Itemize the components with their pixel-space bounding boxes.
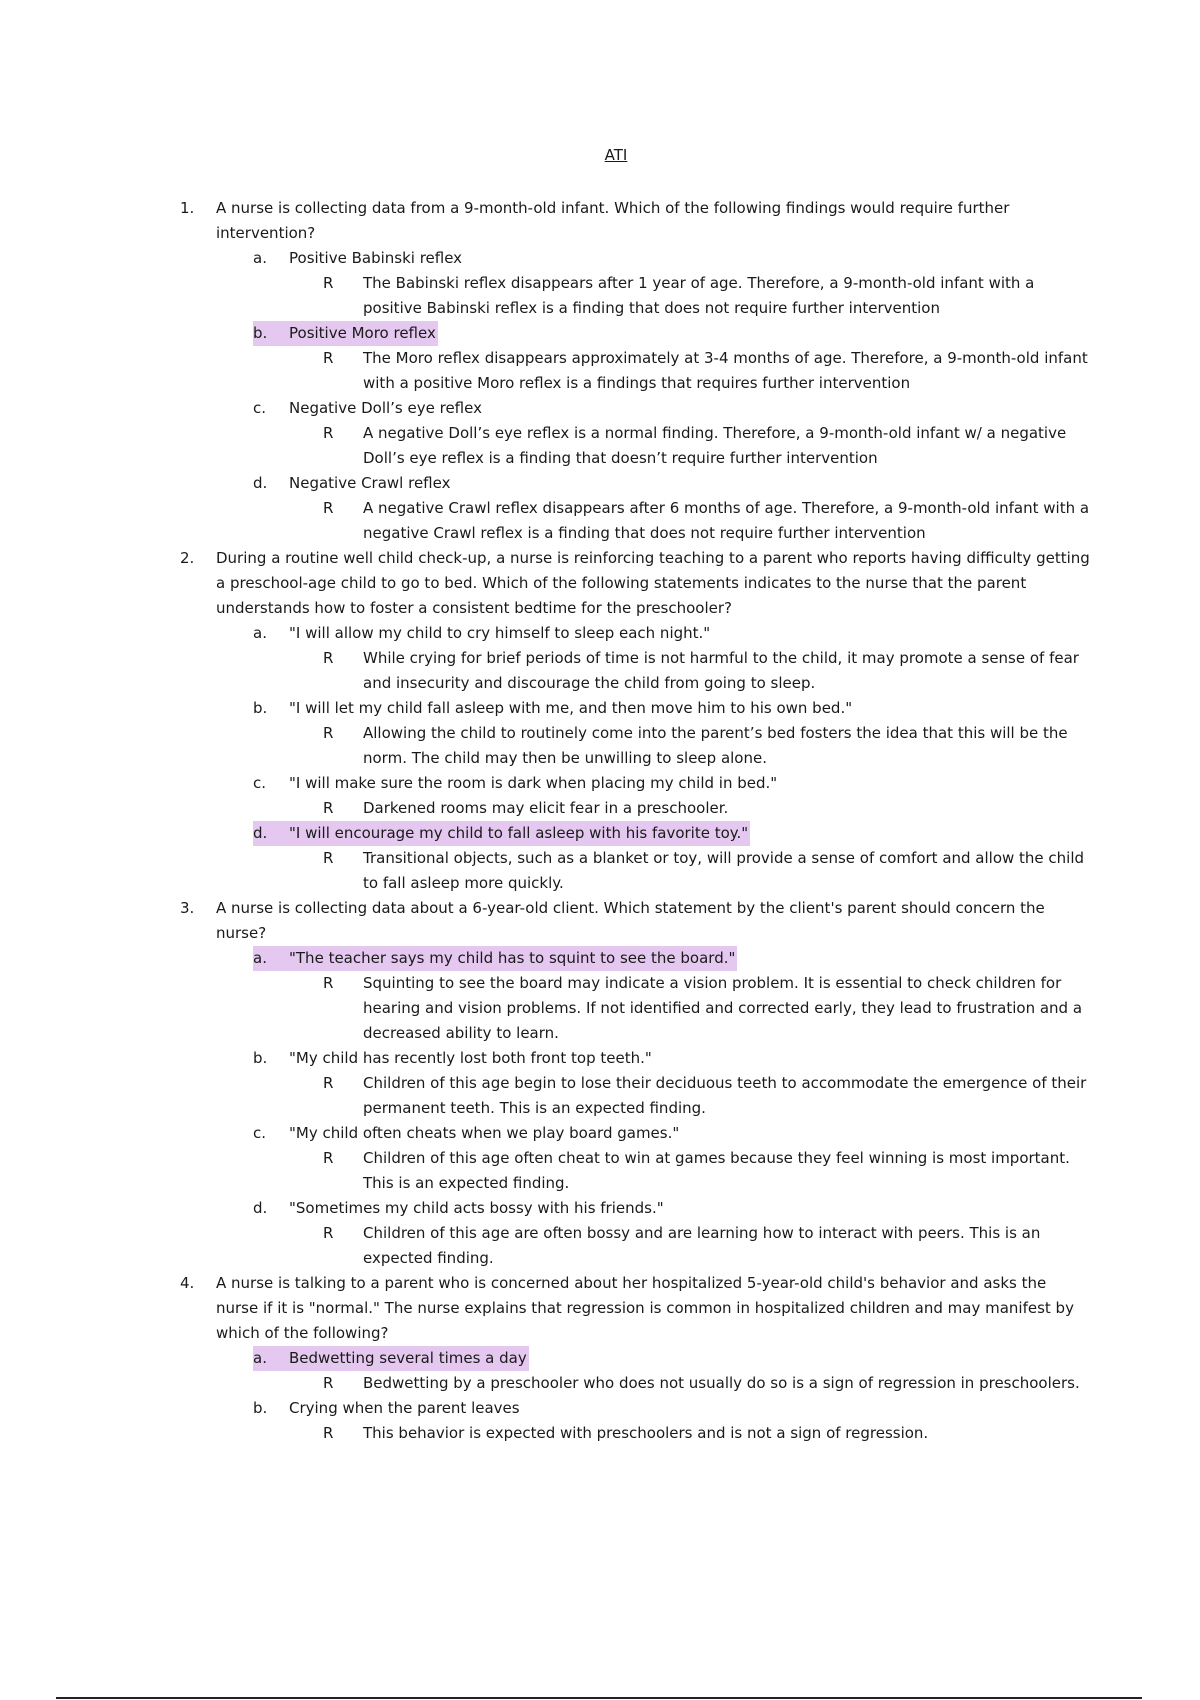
- rationale-text: Allowing the child to routinely come into the parent’s bed fosters the idea that this will be the norm. The child may then be unwilling to sleep alone.: [363, 724, 1068, 767]
- rationale: [319, 271, 1090, 321]
- rationale-marker: R: [323, 724, 334, 742]
- option: [253, 471, 1090, 496]
- option-text: "I will let my child fall asleep with me, and then move him to his own bed.": [289, 699, 853, 717]
- rationale: [319, 721, 1090, 771]
- question-number: 4.: [180, 1274, 195, 1292]
- rationale: [319, 496, 1090, 546]
- rationale: [319, 846, 1090, 896]
- rationale-text: Squinting to see the board may indicate a vision problem. It is essential to check children for hearing and vision problems. If not identified and corrected early, they lead to frustration and a decreased ability to learn.: [363, 974, 1083, 1042]
- option: [253, 1396, 1090, 1421]
- question-text: A nurse is collecting data about a 6-year-old client. Which statement by the client's parent should concern the nurse?: [216, 899, 1045, 942]
- question-text: During a routine well child check-up, a nurse is reinforcing teaching to a parent who reports having difficulty getting a preschool-age child to go to bed. Which of the following statements indicates to the nurse that the parent understands how to foster a consistent bedtime for the preschooler?: [216, 549, 1090, 617]
- rationale-text: A negative Doll’s eye reflex is a normal finding. Therefore, a 9-month-old infant w/ a negative Doll’s eye reflex is a finding that doesn’t require further intervention: [363, 424, 1067, 467]
- option-letter: d.: [253, 824, 268, 842]
- rationale-text: Darkened rooms may elicit fear in a preschooler.: [363, 799, 729, 817]
- rationale-text: Transitional objects, such as a blanket or toy, will provide a sense of comfort and allow the child to fall asleep more quickly.: [363, 849, 1085, 892]
- rationale-marker: R: [323, 424, 334, 442]
- option: [253, 621, 1090, 646]
- rationale: [319, 796, 1090, 821]
- option-correct-answer: [253, 321, 1090, 346]
- option-text: "My child often cheats when we play board games.": [289, 1124, 680, 1142]
- question-number: 3.: [180, 899, 195, 917]
- option-letter: b.: [253, 699, 268, 717]
- option: [253, 771, 1090, 796]
- option: [253, 1196, 1090, 1221]
- rationale-text: The Babinski reflex disappears after 1 year of age. Therefore, a 9-month-old infant with a positive Babinski reflex is a finding that does not require further intervention: [363, 274, 1035, 317]
- option-text: "I will allow my child to cry himself to sleep each night.": [289, 624, 711, 642]
- rationale-text: The Moro reflex disappears approximately at 3-4 months of age. Therefore, a 9-month-old infant with a positive Moro reflex is a findings that requires further intervention: [363, 349, 1088, 392]
- option-text: "My child has recently lost both front top teeth.": [289, 1049, 652, 1067]
- question-list: [180, 196, 1090, 1446]
- question-3: [180, 896, 1090, 946]
- option: [253, 1046, 1090, 1071]
- option-correct-answer: [253, 946, 1090, 971]
- option: [253, 696, 1090, 721]
- rationale: [319, 421, 1090, 471]
- rationale-text: This behavior is expected with preschoolers and is not a sign of regression.: [363, 1424, 929, 1442]
- rationale: [319, 1071, 1090, 1121]
- rationale-marker: R: [323, 1224, 334, 1242]
- rationale: [319, 646, 1090, 696]
- option-letter: a.: [253, 1349, 267, 1367]
- question-text: A nurse is talking to a parent who is concerned about her hospitalized 5-year-old child's behavior and asks the nurse if it is "normal." The nurse explains that regression is common in hospitalized children and may manifest by which of the following?: [216, 1274, 1074, 1342]
- rationale-marker: R: [323, 1374, 334, 1392]
- option-correct-answer: [253, 1346, 1090, 1371]
- option-letter: a.: [253, 249, 267, 267]
- answer-highlight: [253, 321, 438, 346]
- rationale: [319, 1421, 1090, 1446]
- option-letter: d.: [253, 1199, 268, 1217]
- question-4: [180, 1271, 1090, 1346]
- rationale-text: Children of this age begin to lose their deciduous teeth to accommodate the emergence of their permanent teeth. This is an expected finding.: [363, 1074, 1087, 1117]
- rationale-marker: R: [323, 1149, 334, 1167]
- option-text: "The teacher says my child has to squint to see the board.": [289, 949, 736, 967]
- rationale-text: Children of this age often cheat to win at games because they feel winning is most important. This is an expected finding.: [363, 1149, 1070, 1192]
- question-1: [180, 196, 1090, 246]
- option-letter: d.: [253, 474, 268, 492]
- rationale-marker: R: [323, 499, 334, 517]
- option-letter: c.: [253, 1124, 267, 1142]
- rationale-text: Bedwetting by a preschooler who does not usually do so is a sign of regression in preschoolers.: [363, 1374, 1080, 1392]
- rationale: [319, 971, 1090, 1046]
- option: [253, 396, 1090, 421]
- rationale-marker: R: [323, 799, 334, 817]
- option-letter: a.: [253, 949, 267, 967]
- option-letter: b.: [253, 1049, 268, 1067]
- rationale-text: Children of this age are often bossy and are learning how to interact with peers. This is an expected finding.: [363, 1224, 1041, 1267]
- rationale: [319, 1146, 1090, 1196]
- rationale: [319, 346, 1090, 396]
- option-letter: a.: [253, 624, 267, 642]
- rationale-text: A negative Crawl reflex disappears after 6 months of age. Therefore, a 9-month-old infant with a negative Crawl reflex is a finding that does not require further intervention: [363, 499, 1090, 542]
- rationale: [319, 1371, 1090, 1396]
- option-text: "Sometimes my child acts bossy with his friends.": [289, 1199, 664, 1217]
- rationale-marker: R: [323, 1424, 334, 1442]
- rationale-text: While crying for brief periods of time is not harmful to the child, it may promote a sense of fear and insecurity and discourage the child from going to sleep.: [363, 649, 1079, 692]
- rationale-marker: R: [323, 649, 334, 667]
- option-text: Positive Moro reflex: [289, 324, 436, 342]
- option-letter: b.: [253, 324, 268, 342]
- option-text: Bedwetting several times a day: [289, 1349, 527, 1367]
- option-text: Crying when the parent leaves: [289, 1399, 520, 1417]
- option-correct-answer: [253, 821, 1090, 846]
- option: [253, 246, 1090, 271]
- footer-divider: [56, 1697, 1142, 1699]
- option-letter: c.: [253, 399, 267, 417]
- rationale-marker: R: [323, 849, 334, 867]
- question-2: [180, 546, 1090, 621]
- option-letter: b.: [253, 1399, 268, 1417]
- option-text: Positive Babinski reflex: [289, 249, 463, 267]
- answer-highlight: [253, 946, 737, 971]
- rationale: [319, 1221, 1090, 1271]
- rationale-marker: R: [323, 1074, 334, 1092]
- answer-highlight: [253, 1346, 529, 1371]
- answer-highlight: [253, 821, 750, 846]
- rationale-marker: R: [323, 349, 334, 367]
- option-text: Negative Doll’s eye reflex: [289, 399, 482, 417]
- rationale-marker: R: [323, 274, 334, 292]
- option-text: Negative Crawl reflex: [289, 474, 451, 492]
- page-title: ATI: [604, 146, 628, 164]
- option: [253, 1121, 1090, 1146]
- rationale-marker: R: [323, 974, 334, 992]
- question-text: A nurse is collecting data from a 9-month-old infant. Which of the following findings would require further intervention?: [216, 199, 1010, 242]
- option-text: "I will make sure the room is dark when placing my child in bed.": [289, 774, 778, 792]
- option-letter: c.: [253, 774, 267, 792]
- question-number: 2.: [180, 549, 195, 567]
- option-text: "I will encourage my child to fall asleep with his favorite toy.": [289, 824, 749, 842]
- question-number: 1.: [180, 199, 195, 217]
